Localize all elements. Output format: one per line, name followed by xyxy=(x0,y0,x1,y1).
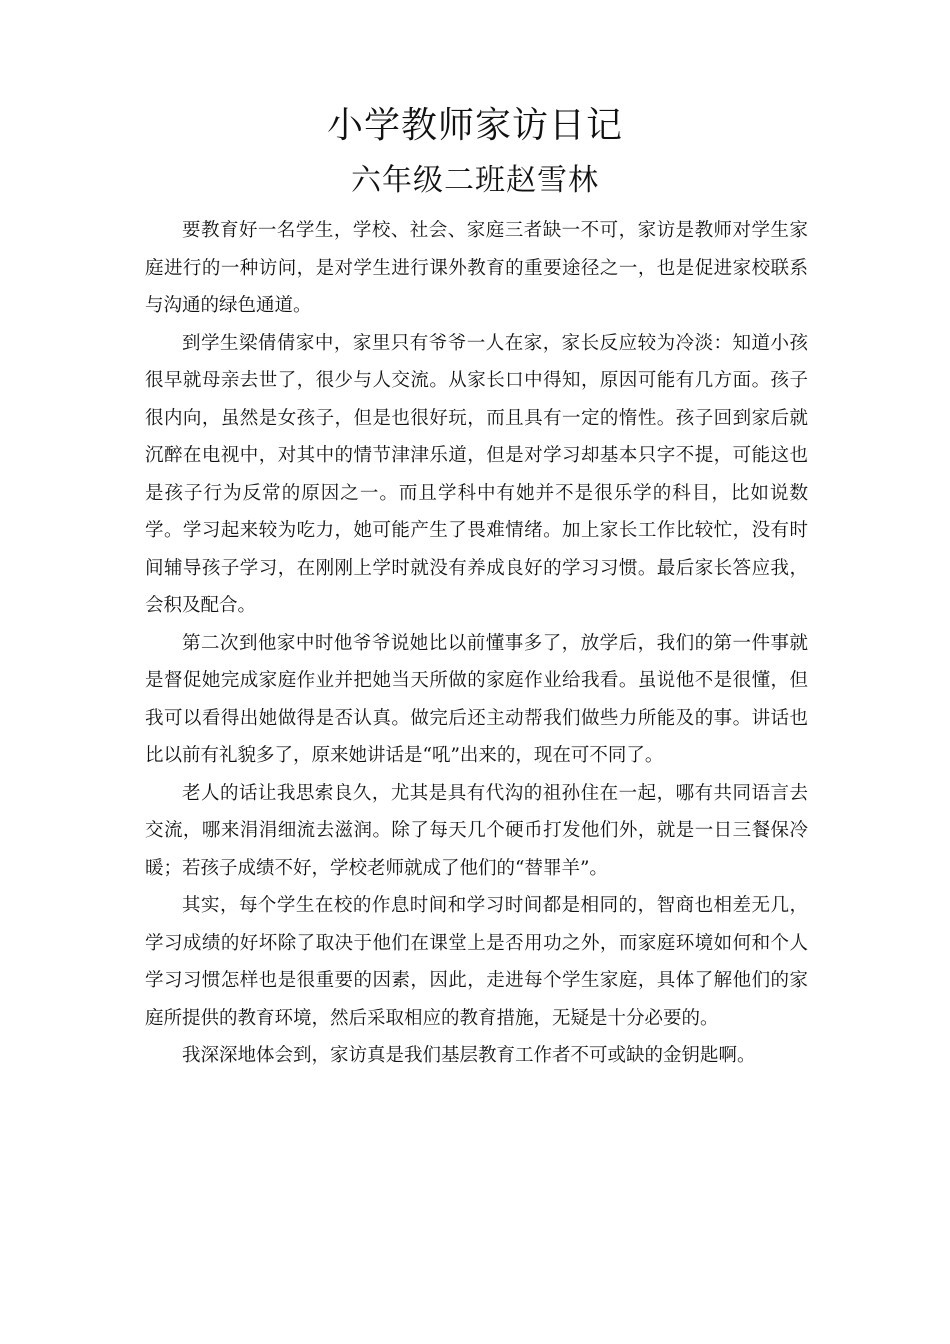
document-body xyxy=(145,212,808,1075)
document-subtitle: 六年级二班赵雪林 xyxy=(351,163,599,198)
paragraph-reflection: 老人的话让我思索良久，尤其是具有代沟的祖孙住在一起，哪有共同语言去交流，哪来涓涓细流去滋润。除了每天几个硬币打发他们外，就是一日三餐保冷暖；若孩子成绩不好，学校老师就成了他们的“替罪羊”。 xyxy=(145,782,808,879)
paragraph-first-visit: 到学生梁倩倩家中，家里只有爷爷一人在家，家长反应较为冷淡：知道小孩很早就母亲去世了，很少与人交流。从家长口中得知，原因可能有几方面。孩子很内向，虽然是女孩子，但是也很好玩，而且具有一定的惰性。孩子回到家后就沉醉在电视中，对其中的情节津津乐道，但是对学习却基本只字不提，可能这也是孩子行为反常的原因之一。而且学科中有她并不是很乐学的科目，比如说数学。学习起来较为吃力，她可能产生了畏难情绪。加上家长工作比较忙，没有时间辅导孩子学习，在刚刚上学时就没有养成良好的学习习惯。最后家长答应我，会积及配合。 xyxy=(145,332,808,616)
paragraph-analysis: 其实，每个学生在校的作息时间和学习时间都是相同的，智商也相差无几，学习成绩的好坏除了取决于他们在课堂上是否用功之外，而家庭环境如何和个人学习习惯怎样也是很重要的因素，因此，走进每个学生家庭，具体了解他们的家庭所提供的教育环境，然后采取相应的教育措施，无疑是十分必要的。 xyxy=(145,895,808,1029)
paragraph-conclusion: 我深深地体会到，家访真是我们基层教育工作者不可或缺的金钥匙啊。 xyxy=(182,1045,756,1066)
paragraph-intro: 要教育好一名学生，学校、社会、家庭三者缺一不可，家访是教师对学生家庭进行的一种访问，是对学生进行课外教育的重要途径之一，也是促进家校联系与沟通的绿色通道。 xyxy=(145,220,808,316)
paragraph-second-visit: 第二次到他家中时他爷爷说她比以前懂事多了，放学后，我们的第一件事就是督促她完成家庭作业并把她当天所做的家庭作业给我看。虽说他不是很懂，但我可以看得出她做得是否认真。做完后还主动帮我们做些力所能及的事。讲话也比以前有礼貌多了，原来她讲话是“吼”出来的，现在可不同了。 xyxy=(145,632,808,766)
document-title: 小学教师家访日记 xyxy=(326,105,623,146)
